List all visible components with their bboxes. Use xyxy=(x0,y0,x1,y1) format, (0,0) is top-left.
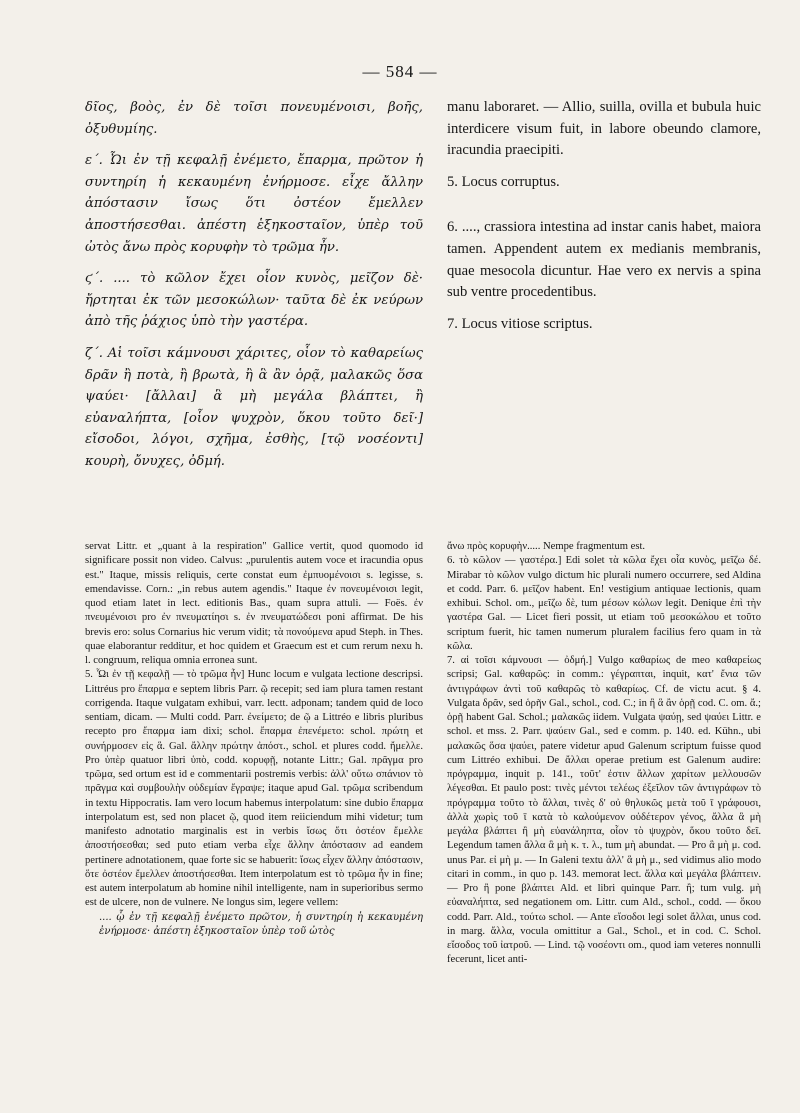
greek-paragraph: ζ΄. Αἱ τοῖσι κάμνουσι χάριτες, οἷον τὸ καθαρείως δρᾶν ἢ ποτὰ, ἢ βρωτὰ, ἢ ἃ ἂν ὁρᾷ, μαλακῶς ὅσα ψαύει· [ἄλλαι] ἃ μὴ μεγάλα βλάπτει, ἢ εὐαναλήπτα, [οἷον ψυχρὸν, ὅκου τοῦτο δεῖ·] εἴσοδοι, λόγοι, σχῆμα, ἐσθὴς, [τῷ νοσέοντι] κουρὴ, ὄνυχες, ὀδμή. xyxy=(85,345,423,469)
latin-paragraph: 7. Locus vitiose scriptus. xyxy=(447,315,593,332)
greek-paragraph: ϛ΄. .... τὸ κῶλον ἔχει οἷον κυνὸς, μεῖζον δὲ· ἤρτηται ἐκ τῶν μεσοκώλων· ταῦτα δὲ ἐκ νεύρων ἀπὸ τῆς ῥάχιος ὑπὸ τὴν γαστέρα. xyxy=(85,271,423,330)
greek-paragraph: δῖος, βοὸς, ἐν δὲ τοῖσι πονευμένοισι, βοῆς, ὀξυθυμίης. xyxy=(85,100,423,137)
footnote-paragraph: servat Littr. et „quant à la respiration" Gallice vertit, quod quomodo id significare possit non video. Calvus: „purulentis autem voce et iracundia opus est." Itaque, missis reliquis, certe constat eum ἐμπυομένοισι s. legisse, s. emendavisse. Corn.: „in rebus autem agendis." Itaque ἐν πονευμένοισι legit, quod etiam latet in lect. editionis Bas., quam supra attuli. — Foës. ἐν πνευμένοισι pro ἐν πνευματίησι s. ἐν πνευματώδεσι poni affirmat. De his brevis ero: solus Cornarius hic verum vidit; τὰ πονούμενα apud Steph. in Thes. quae elaborantur redditur, et hoc quidem et Graecum est et cum rerum nexu h. l. congruum, reliqua omnia erronea sunt. xyxy=(85,541,423,666)
footnote-paragraph: 6. τὸ κῶλον — γαστέρα.] Edi solet τὰ κῶλα ἔχει οἷα κυνὸς, μεῖζω δέ. Mirabar τὸ κῶλον vulgo dictum hic plurali numero occurrere, sed Aldina et codd. Parr. 6. μεῖζον habent. En! vestigium antiquae lectionis, quam exhibui. Schol. om., μεῖζω δὲ, tum μέσων κώλων legit. Denique ἐπὶ τὴν γαστέρα Gal. — Licet fieri possit, ut etiam τοῦ μεσοκώλου et τοῦτο scriptum fuerit, hic tamen numerum pluralem facilius fero quam in τὰ κῶλα. xyxy=(447,555,761,652)
latin-paragraph: 6. ...., crassiora intestina ad instar canis habet, maiora tamen. Appendent autem ex medianis membranis, quae mesocola dicuntur. Hae vero ex nervis a spina sub ventre procedentibus. xyxy=(447,219,761,301)
footnote-paragraph: ἄνω πρὸς κορυφὴν..... Nempe fragmentum est. xyxy=(447,541,646,552)
page-number: — 584 — xyxy=(362,62,438,81)
footnote-greek-quote: .... ᾧ ἐν τῇ κεφαλῇ ἐνέμετο πρῶτον, ἡ συντηρίη ἡ κεκαυμένη ἐνήρμοσε· ἀπέστη ἑξηκοσταῖον ὑπὲρ τοῦ ὠτὸς xyxy=(99,911,423,937)
footnote-paragraph: 7. αἱ τοῖσι κάμνουσι — ὀδμή.] Vulgo καθαρίως de meo καθαρείως scripsi; Gal. καθαρῶς: in comm.: γέγραπται, inquit, κατ' ἔνια τῶν ἀντιγράφων ἀντὶ τοῦ καθαρῶς τὸ καθαρίως. Cf. de victu acut. § 4. Vulgata δρᾶν, sed ὁρῆν Gal., schol., cod. C.; in ἢ ἃ ἂν ὁρῇ cod. C. om. ἄ.; ὁρῇ habent Gal. Schol.; μαλακῶς iidem. Vulgata ψαύῃ, sed ψαύει Littr. e schol. et mss. 2. Parr. ψαύειν Gal., sed e comm. p. 140. ed. Kühn., ubi μαλακῶς ὅσα ψαύει, patere videtur apud Galenum scriptum fuisse quod cum Littréo exhibui. De ἄλλαι operae pretium est Galenum audire: πρόγραμμα, inquit p. 141., τοῦτ' ἐστιν ἄλλων χαρίτων μελλουσῶν λέγεσθαι. Et paulo post: τινὲς μέντοι τελέως ἐξεῖλον τῶν ἀντιγράφων τὸ πρόγραμμα τοῦτο τὸ ἄλλαι, τινὲς δ' οὐ θηλυκῶς μετὰ τοῦ ῑ γράφουσι, ἀλλὰ χωρὶς τοῦ ῑ κατὰ τὸ καλούμενον οὐδέτερον γένος, ἄλλα ἃ μὴ μεγάλα βλάπτει ἢ μὴ εὐανάληπτα, οἷον τὸ ψυχρὸν, ὅκου τοῦτο δεῖ. Legendum tamen ἄλλα ἃ μὴ κ. τ. λ., tum μὴ abundat. — Pro ἃ μὴ μ. cod. unus Par. εἰ μὴ μ. — In Galeni textu ἀλλ' ἃ μὴ μ., sed vidimus alio modo citari in comm., in quo p. 143. memorat lect. ἄλλα καὶ μεγάλα βλάπτειν. — Pro ἢ pone βλάπτει Ald. et libri quinque Parr. ἢ; tum vulg. μὴ εὐαναλήπτα, sed negationem om. Littr. cum Ald., schol., codd. — ὅκου codd. Parr. Ald., τούτω schol. — Ante εἴσοδοι legi solet ἄλλαι, unus cod. in marg. ἄλλα, vocula omittitur a Gal., Schol., et in cod. C. Schol. εἴσοδος τοῦ ἰατροῦ. — Lind. τῷ νοσέοντι om., quod iam veteres nonnulli fecerunt, licet anti- xyxy=(447,655,761,966)
latin-paragraph: 5. Locus corruptus. xyxy=(447,173,560,190)
footnotes-left-column xyxy=(85,540,423,940)
latin-translation-column xyxy=(447,97,761,345)
footnote-paragraph: 5. Ὦι ἐν τῇ κεφαλῇ — τὸ τρῶμα ἦν] Hunc locum e vulgata lectione descripsi. Littréus pro ἔπαρμα e septem libris Parr. ῷ recepit; sed iam plura tamen restant corrigenda. Itaque vulgatam exhibui, varr. lectt. adponam; tandem quid de loco sentiam, dicam. — Multi codd. Parr. ἐνείμετο; de ῷ a Littréo e libris pluribus recepto pro ἔπαρμα iam dixi; schol. ἔπαρμα ἐπενέμετο: schol. πρώτη et συνήρμοσεν εἰς ἃ. Gal. ἄλλην πρώτην ἀπόστ., schol. et plures codd. ἤμελλε. Pro ὑπὲρ quatuor libri ὑπὸ, codd. κορυφῇ, notante Littr.; Gal. πρᾶγμα pro τρῶμα, sed ortum est id e commentarii postremis verbis: ἀλλ' οὕτω σπάνιον τὸ πρᾶγμα καὶ συμβουλὴν οὐδεμίαν ἔγραψε; itaque apud Gal. τρῶμα scribendum in textu Hippocratis. Iam vero locum habemus interpolatum: sine dubio ἔπαρμα interpolatum est, sed non placet ῷ, quod item reiiciendum mihi videtur; tum manifesto adnotatio marginalis est in verbis ἴσως ὅτι ὀστέον ἔμελλε ἀποστήσεσθαι; sed puto etiam verba εἶχε ἄλλην ἀπόστασιν ad eandem pertinere adnotationem, quae forte sic se habuerit: ἴσως εἶχεν ἄλλην ἀπόστασιν, ὅτε ὀστέον ἔμελλεν ἀποστήσεσθαι. Item interpolatum est τὸ τρῶμα ἦν in fine; est autem interpolatum ab homine nihil intelligente, nam in superioribus sermo est de ulcere, non de vulnere. Ne longus sim, legere vellem: xyxy=(85,669,423,909)
latin-paragraph: manu laboraret. — Allio, suilla, ovilla et bubula huic interdicere visum fuit, in labore obeundo clamore, iracundia praecipiti. xyxy=(447,99,761,159)
greek-text-column xyxy=(85,97,423,483)
footnotes-right-column xyxy=(447,540,761,968)
greek-paragraph: ε΄. Ὦι ἐν τῇ κεφαλῇ ἐνέμετο, ἔπαρμα, πρῶτον ἡ συντηρίη ἡ κεκαυμένη ἐνήρμοσε. εἶχε ἄλλην ἀπόστασιν ἴσως ὅτι ὀστέον ἔμελλεν ἀποστήσεσθαι. ἀπέστη ἑξηκοσταῖον, ὑπὲρ τοῦ ὠτὸς ἄνω πρὸς κορυφὴν τὸ τρῶμα ἦν. xyxy=(85,153,423,255)
